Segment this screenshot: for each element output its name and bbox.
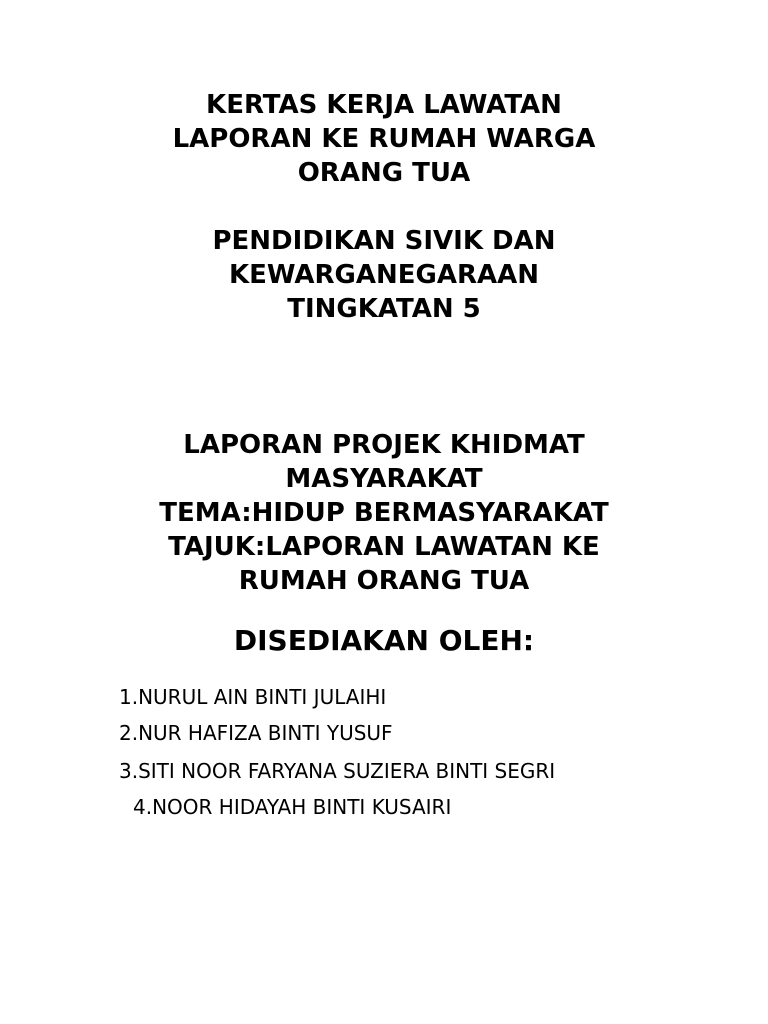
theme-line: TEMA:HIDUP BERMASYARAKAT <box>159 498 609 528</box>
subject-block <box>0 224 768 326</box>
topic-line-2: RUMAH ORANG TUA <box>238 566 530 596</box>
member-item: 2.NUR HAFIZA BINTI YUSUF <box>119 721 393 745</box>
title-line-3: ORANG TUA <box>297 158 471 188</box>
title-line-1: KERTAS KERJA LAWATAN <box>206 90 562 120</box>
project-line-2: MASYARAKAT <box>285 464 483 494</box>
member-item: 3.SITI NOOR FARYANA SUZIERA BINTI SEGRI <box>119 759 556 783</box>
title-line-2: LAPORAN KE RUMAH WARGA <box>172 124 596 154</box>
member-item: 4.NOOR HIDAYAH BINTI KUSAIRI <box>133 795 452 819</box>
subject-line-1: PENDIDIKAN SIVIK DAN <box>212 226 556 256</box>
project-line-1: LAPORAN PROJEK KHIDMAT <box>183 430 585 460</box>
title-block <box>0 88 768 190</box>
member-item: 1.NURUL AIN BINTI JULAIHI <box>119 685 387 709</box>
subject-line-3: TINGKATAN 5 <box>287 294 481 324</box>
project-block <box>0 428 768 598</box>
topic-line-1: TAJUK:LAPORAN LAWATAN KE <box>168 532 600 562</box>
subject-line-2: KEWARGANEGARAAN <box>228 260 540 290</box>
prepared-by-heading: DISEDIAKAN OLEH: <box>233 624 535 657</box>
